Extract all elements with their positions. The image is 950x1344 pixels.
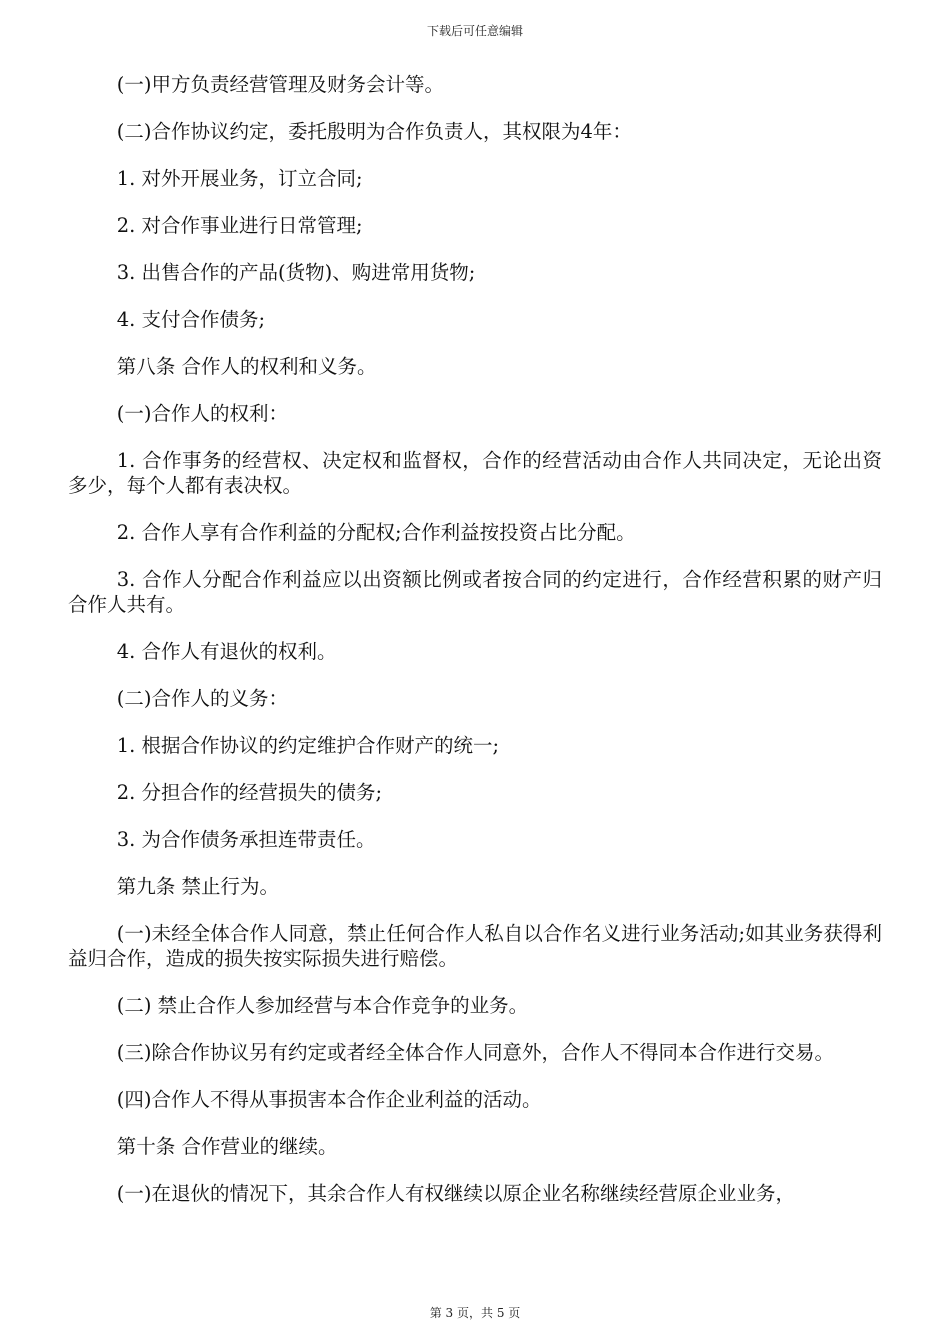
paragraph: 3. 出售合作的产品(货物)、购进常用货物; <box>116 261 476 284</box>
paragraph: (一)未经全体合作人同意，禁止任何合作人私自以合作名义进行业务活动;如其业务获得利益归合作，造成的损失按实际损失进行赔偿。 <box>68 922 882 970</box>
paragraph: 4. 合作人有退伙的权利。 <box>116 640 337 663</box>
paragraph: (一)合作人的权利： <box>116 402 288 425</box>
paragraph: 1. 合作事务的经营权、决定权和监督权，合作的经营活动由合作人共同决定，无论出资多少，每个人都有表决权。 <box>68 449 882 497</box>
page-header: 下载后可任意编辑 <box>426 24 523 38</box>
document-body <box>68 72 882 1228</box>
paragraph: (二)合作人的义务： <box>116 687 288 710</box>
paragraph: (一)在退伙的情况下，其余合作人有权继续以原企业名称继续经营原企业业务， <box>116 1182 795 1205</box>
paragraph: 4. 支付合作债务; <box>116 308 266 331</box>
paragraph: 2. 分担合作的经营损失的债务; <box>116 781 383 804</box>
page-footer: 第 3 页，共 5 页 <box>429 1306 521 1320</box>
paragraph: (一)甲方负责经营管理及财务会计等。 <box>116 73 444 96</box>
section-heading: 第九条 禁止行为。 <box>116 875 279 898</box>
paragraph: 1. 对外开展业务，订立合同; <box>116 167 363 190</box>
paragraph: 3. 为合作债务承担连带责任。 <box>116 828 376 851</box>
paragraph: 1. 根据合作协议的约定维护合作财产的统一; <box>116 734 500 757</box>
paragraph: (四)合作人不得从事损害本合作企业利益的活动。 <box>116 1088 542 1111</box>
section-heading: 第八条 合作人的权利和义务。 <box>116 355 377 378</box>
section-heading: 第十条 合作营业的继续。 <box>116 1135 338 1158</box>
paragraph: 2. 合作人享有合作利益的分配权;合作利益按投资占比分配。 <box>116 521 636 544</box>
paragraph: (二) 禁止合作人参加经营与本合作竞争的业务。 <box>116 994 529 1017</box>
paragraph: 2. 对合作事业进行日常管理; <box>116 214 363 237</box>
paragraph: (三)除合作协议另有约定或者经全体合作人同意外，合作人不得同本合作进行交易。 <box>116 1041 834 1064</box>
paragraph: (二)合作协议约定，委托殷明为合作负责人，其权限为4年： <box>116 120 632 143</box>
paragraph: 3. 合作人分配合作利益应以出资额比例或者按合同的约定进行，合作经营积累的财产归合作人共有。 <box>68 568 882 616</box>
